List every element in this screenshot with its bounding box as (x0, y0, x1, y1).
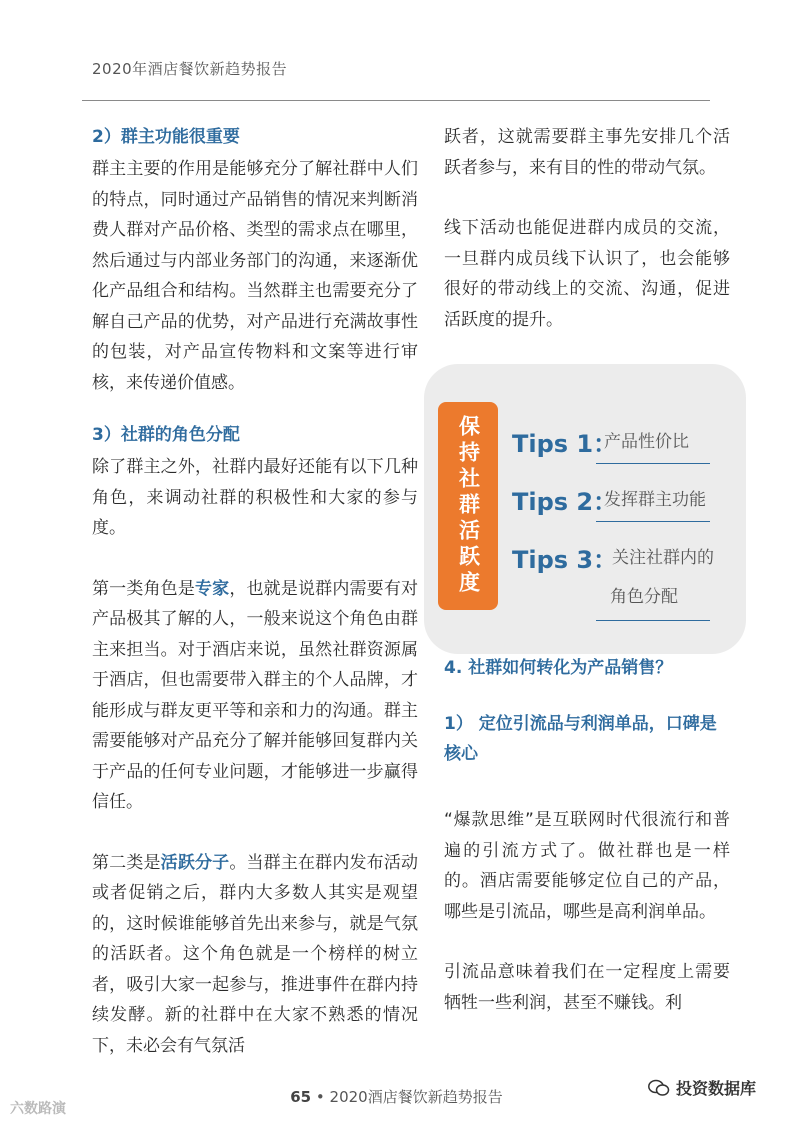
header-divider (82, 100, 710, 101)
running-header: 2020年酒店餐饮新趋势报告 (92, 60, 288, 78)
paragraph-hot-product: “爆款思维”是互联网时代很流行和普遍的引流方式了。做社群也是一样的。酒店需要能够定位自己的产品，哪些是引流品，哪些是高利润单品。 (444, 810, 730, 922)
paragraph-traffic-product: 引流品意味着我们在一定程度上需要牺牲一些利润，甚至不赚钱。利 (444, 962, 730, 1013)
text: 第二类是 (92, 852, 161, 873)
wechat-icon (648, 1079, 670, 1097)
footer-separator: • (315, 1088, 325, 1106)
footer-title: 2020酒店餐饮新趋势报告 (329, 1088, 503, 1106)
watermark-right (648, 1076, 756, 1099)
tip-1-underline (596, 463, 710, 464)
tip-3-text-line1: 关注社群内的 (612, 548, 714, 568)
paragraph-role-expert (92, 574, 418, 818)
tip-1-text: 产品性价比 (604, 432, 689, 452)
tip-2-label: Tips 2： (512, 488, 618, 516)
page-number: 65 (290, 1088, 312, 1106)
paragraph-offline: 线下活动也能促进群内成员的交流，一旦群内成员线下认识了，也会能够很好的带动线上的交流、沟通，促进活跃度的提升。 (444, 218, 730, 330)
paragraph-continued: 跃者，这就需要群主事先安排几个活跃者参与，来有目的性的带动气氛。 (444, 127, 730, 178)
tip-2-underline (596, 521, 710, 522)
tip-3-underline (596, 620, 710, 621)
watermark-left (10, 1098, 66, 1118)
text: ，也就是说群内需要有对产品极其了解的人，一般来说这个角色由群主来担当。对于酒店来说，虽然社群资源属于酒店，但也需要带入群主的个人品牌，才能形成与群友更平等和亲和力的沟通。群主需要能够对产品充分了解并能够回复群内关于产品的任何专业问题，才能够进一步赢得信任。 (92, 578, 419, 812)
section-heading-4: 4. 社群如何转化为产品销售？ (444, 658, 673, 678)
tip-2-text: 发挥群主功能 (604, 490, 706, 510)
paragraph-role-active (92, 848, 418, 1062)
highlight-active-member: 活跃分子 (160, 852, 230, 873)
tips-tag (438, 402, 498, 610)
text: 第一类角色是 (92, 578, 195, 599)
paragraph-group-owner: 群主主要的作用是能够充分了解社群中人们的特点，同时通过产品销售的情况来判断消费人群对产品价格、类型的需求点在哪里，然后通过与内部业务部门的沟通，来逐渐优化产品组合和结构。当然群主也需要充分了解自己产品的优势，对产品进行充满故事性的包装，对产品宣传物料和文案等进行审核，来传递价值感。 (92, 159, 418, 393)
left-column (92, 122, 418, 1061)
watermark-left-text: 六数路演 (10, 1101, 66, 1117)
paragraph-roles-intro: 除了群主之外，社群内最好还能有以下几种角色，来调动社群的积极性和大家的参与度。 (92, 457, 418, 538)
section-heading-3: 3）社群的角色分配 (92, 425, 240, 445)
section-heading-4-1: 1） 定位引流品与利润单品，口碑是核心 (444, 714, 717, 764)
text: 。当群主在群内发布活动或者促销之后，群内大多数人其实是观望的，这时候谁能够首先出来参与，就是气氛的活跃者。这个角色就是一个榜样的树立者，吸引大家一起参与，推进事件在群内持续发酵。新的社群中在大家不熟悉的情况下，未必会有气氛活 (92, 852, 419, 1056)
tip-3-text-line2: 角色分配 (610, 587, 678, 607)
watermark-right-text: 投资数据库 (676, 1079, 757, 1098)
tip-1-label: Tips 1： (512, 430, 618, 458)
tips-tag-label: 保持社群活跃度 (456, 415, 481, 597)
section-heading-2: 2）群主功能很重要 (92, 127, 240, 147)
tip-3-label: Tips 3： (512, 546, 618, 574)
highlight-expert: 专家 (195, 578, 230, 599)
